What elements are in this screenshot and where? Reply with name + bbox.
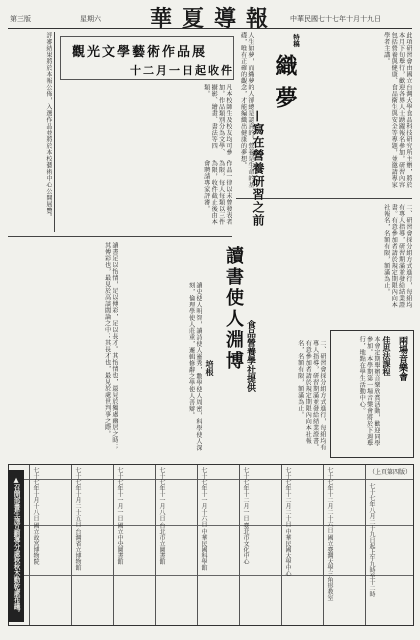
table-column-7 bbox=[281, 465, 324, 625]
table-cell-3: 七十七年十一月一日 國立中央圖書館 bbox=[116, 467, 123, 565]
weekday: 星期六 bbox=[80, 15, 101, 23]
table-column-6 bbox=[239, 465, 282, 625]
article-right-mid: 二、研習會採分組方式進行，每組均有專人指導，研習期滿並發給結業證書。有意參加者請於規定期限內向本社報名，名額有限，額滿為止。 bbox=[382, 204, 412, 308]
table-column-1 bbox=[29, 465, 72, 625]
exhibition-subtitle: 十二月一日起收件 bbox=[130, 64, 234, 77]
table-column-8 bbox=[323, 465, 366, 625]
table-column-9 bbox=[365, 465, 412, 625]
table-cell-5: 七十七年十一月十六日 中華民國科學館 bbox=[200, 467, 207, 571]
table-header: （上頁第四版） bbox=[368, 469, 411, 476]
table-cell-8: 七十七年十二月二十六日 國立臺灣大學三角形教室 bbox=[326, 467, 333, 601]
reading-author: 培根 bbox=[205, 360, 215, 376]
table-cell-4: 七十七年十一月八日 台北市立圖書館 bbox=[158, 467, 165, 565]
article-lower-mid: 二、研習會採分組方式進行，每組均有專人指導，研習期滿並發給結業證書。有意參加者請於規定期限內向本社報名，名額有限，額滿為止。 bbox=[296, 340, 326, 451]
divider-left bbox=[8, 236, 232, 237]
board-title: 兩場音樂會 bbox=[397, 336, 407, 381]
table-cell-7: 七十七年十二月二十日 中華民國大學中心 bbox=[284, 467, 291, 577]
left-column-body: 評審結果將於本報公佈，入選作品並將於本校藝術中心公開展覽。 bbox=[45, 32, 52, 221]
reading-title: 讀書使人淵博 bbox=[223, 246, 244, 372]
masthead-title: 華夏導報 bbox=[150, 6, 279, 32]
exhibition-body-2: 作品一律以未曾發表者為限，每人每類以三件為限，收件截止後由本會聘請專家評審。 bbox=[202, 160, 232, 225]
exhibition-body: 凡本校師生及校友均可參加。作品類別分為文學、攝影、繪畫、書法等四類。 bbox=[202, 84, 232, 156]
exhibition-title: 觀光文學藝術作品展 bbox=[72, 45, 208, 60]
issue-date: 中華民國七十七年十月十九日 bbox=[290, 15, 381, 23]
dream-title: 織夢 bbox=[272, 54, 298, 118]
table-column-2 bbox=[71, 465, 114, 625]
table-cell-1: 七十七年十月十八日 國立故宮博物院 bbox=[32, 467, 39, 565]
table-cell-9: 七十七年八月二十九日起上午九時至十二時 bbox=[368, 483, 375, 597]
dream-body: 人生如夢，而織夢的人卻總是認真的。營養是生命的基礎，唯有正確的觀念，才能編織出健康的夢想。 bbox=[239, 32, 254, 188]
table-cell-2: 七十七年十月二十五日 台灣省立博物館 bbox=[74, 467, 81, 571]
nutrition-credit: 食品營養學社提供 bbox=[245, 320, 255, 392]
schedule-table bbox=[8, 464, 414, 626]
reading-body-2: 讀史使人明智，讀詩使人靈秀，數學使人周密，科學使人深刻，倫理學使人莊重，邏輯修辭之學使人善辯。 bbox=[187, 282, 202, 451]
left-column-divider bbox=[54, 32, 55, 232]
table-cell-6: 七十七年十二月一日 臺北市文化中心 bbox=[242, 467, 249, 565]
page-number: 第三版 bbox=[10, 15, 31, 23]
table-column-5 bbox=[197, 465, 240, 625]
table-banner: ▲召開部畫生施互劃導分處秋秋木勤乾處布議。 bbox=[8, 470, 24, 622]
board-body: 本會定期舉辦音樂欣賞活動，歡迎同學參加。本學期第一場音樂會將於下週舉行，地點在學生活動中心。 bbox=[358, 336, 380, 447]
dream-subtitle: —寫在營養研習之前 bbox=[251, 110, 265, 227]
article-right-top: 此項研習會由國立台灣大學食品科技研究所主辦，將於本月下旬舉行，歡迎各界人士踴躍報名參加。研習內容包括營養與健康、食品衛生與安全等專題，並邀請專家學者主講。 bbox=[382, 32, 412, 188]
table-column-4 bbox=[155, 465, 198, 625]
reading-body: 讀書足以怡情，足以傅彩，足以長才。其怡情也，最見於獨處幽居之時；其傅彩也，最見於高談闊論之中；其長才也，最見於處世判事之際。 bbox=[103, 242, 118, 450]
dream-column-tag: 特稿 bbox=[292, 34, 300, 47]
table-column-3 bbox=[113, 465, 156, 625]
board-subtitle: 佳思法課程 bbox=[382, 336, 392, 376]
